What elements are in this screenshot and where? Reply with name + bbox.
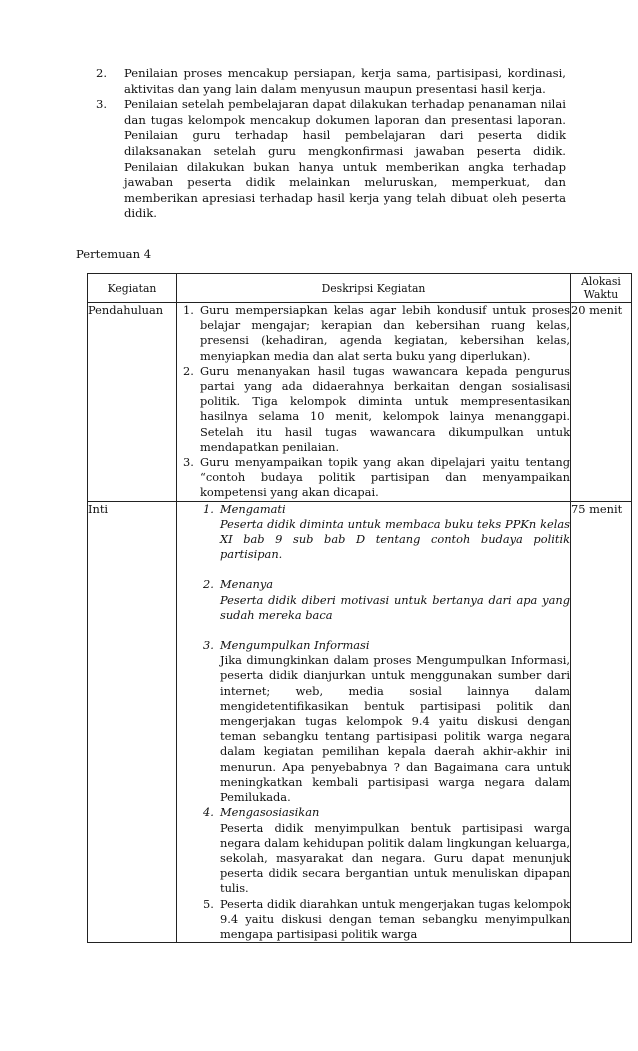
step-title: Mengamati [220, 501, 286, 516]
list-item [197, 805, 570, 896]
list-text: Penilaian proses mencakup persiapan, kerja sama, partisipasi, kordinasi, aktivitas dan yang lain dalam menyusun maupun presentasi hasil kerja. [124, 66, 566, 96]
step-body: Jika dimungkinkan dalam proses Mengumpulkan Informasi, peserta didik dianjurkan untuk menggunakan sumber dari internet; web, media sosial lainnya dalam mengidetentifikasikan bentuk partisipasi politik dan mengerjakan tugas kelompok 9.4 yaitu diskusi dengan teman sebangku tentang partisipasi politik warga negara dalam kegiatan pemilihan kepala daerah akhir-akhir ini menurun. Apa penyebabnya ? dan Bagaimana cara untuk meningkatkan kembali partisipasi warga negara dalam Pemilukada. [220, 653, 570, 805]
list-number: 2. [96, 66, 108, 80]
list-item [177, 364, 570, 455]
activity-label: Inti [88, 501, 177, 942]
header-alokasi: Alokasi Waktu [571, 274, 632, 303]
step-body: Peserta didik diberi motivasi untuk bertanya dari apa yang sudah mereka baca [220, 592, 570, 622]
item-text: Guru mempersiapkan kelas agar lebih kondusif untuk proses belajar mengajar; kerapian dan kebersihan ruang kelas, presensi (kehadiran, agenda kegiatan, kebersihan kelas, menyiapkan media dan alat serta buku yang diperlukan). [200, 303, 570, 363]
item-number: 1. [183, 303, 194, 317]
step-body: Peserta didik diarahkan untuk mengerjakan tugas kelompok 9.4 yaitu diskusi dengan teman sebangku menyimpulkan mengapa partisipasi politik warga [220, 896, 570, 941]
list-item [197, 502, 570, 563]
step-title: Mengasosiasikan [220, 805, 320, 820]
list-number: 3. [96, 97, 108, 112]
table-header-row [88, 274, 632, 303]
item-number: 3. [183, 455, 194, 470]
list-item [197, 897, 570, 943]
activity-description [177, 501, 571, 942]
item-number: 3. [203, 638, 214, 653]
activity-time: 75 menit [571, 501, 632, 942]
step-title: Menanya [220, 577, 274, 592]
item-number: 5. [203, 896, 214, 911]
assessment-list [96, 66, 566, 222]
table-row-pendahuluan [88, 303, 632, 502]
list-item [177, 455, 570, 501]
list-item [197, 577, 570, 623]
step-title: Mengumpulkan Informasi [220, 638, 370, 653]
assessment-item-3 [96, 97, 566, 222]
list-item [177, 303, 570, 364]
activity-table [87, 273, 632, 943]
item-number: 2. [183, 363, 194, 378]
item-number: 4. [203, 805, 214, 820]
step-body: Peserta didik diminta untuk membaca buku teks PPKn kelas XI bab 9 sub bab D tentang contoh budaya politik partisipan. [220, 516, 570, 562]
item-number: 1. [203, 501, 214, 516]
list-item [197, 638, 570, 805]
activity-description [177, 303, 571, 502]
assessment-item-2 [96, 66, 566, 97]
header-kegiatan: Kegiatan [88, 274, 177, 303]
activity-label: Pendahuluan [88, 303, 177, 502]
list-text: Penilaian setelah pembelajaran dapat dilakukan terhadap penanaman nilai dan tugas kelompok mencakup dokumen laporan dan presentasi laporan. Penilaian guru terhadap hasil pembelajaran dari peserta didik dilaksanakan setelah guru mengkonfirmasi jawaban peserta didik. Penilaian dilakukan bukan hanya untuk memberikan angka terhadap jawaban peserta didik melainkan meluruskan, memperkuat, dan memberikan apresiasi terhadap hasil kerja yang telah dibuat oleh peserta didik. [124, 97, 566, 221]
item-text: Guru menanyakan hasil tugas wawancara kepada pengurus partai yang ada didaerahnya berkaitan dengan sosialisasi politik. Tiga kelompok diminta untuk mempresentasikan hasilnya selama 10 menit, kelompok lainya menanggapi. Setelah itu hasil tugas wawancara dikumpulkan untuk mendapatkan penilaian. [200, 363, 570, 454]
step-body: Peserta didik menyimpulkan bentuk partisipasi warga negara dalam kehidupan politik dalam lingkungan keluarga, sekolah, masyarakat dan negara. Guru dapat menunjuk peserta didik secara bergantian untuk menuliskan dipapan tulis. [220, 820, 570, 896]
item-text: Guru menyampaikan topik yang akan dipelajari yaitu tentang “contoh budaya politik partisipan dan menyampaikan kompetensi yang akan dicapai. [200, 455, 570, 500]
header-deskripsi: Deskripsi Kegiatan [177, 274, 571, 303]
item-number: 2. [203, 577, 214, 592]
activity-time: 20 menit [571, 303, 632, 502]
table-row-inti [88, 501, 632, 942]
meeting-heading: Pertemuan 4 [76, 247, 152, 261]
